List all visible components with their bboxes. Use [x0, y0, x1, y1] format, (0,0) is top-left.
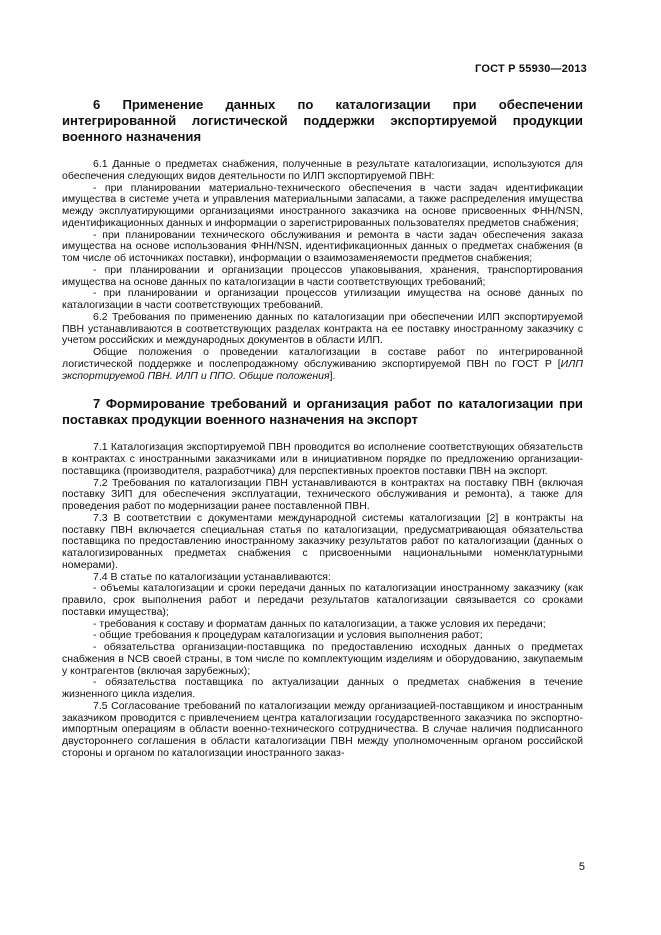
reference-close: ]. — [329, 369, 336, 382]
paragraph-7-3: 7.3 В соответствии с документами международной системы каталогизации [2] в контракты на поставку ПВН включается специальная статья по каталогизации, предусматривающая обязательства поставщика по предоставлению иностранному заказчику результатов работ по каталогизации (данных о каталогизированных предметах снабжения с присвоенными национальными номенклатурными номерами). — [62, 511, 583, 571]
list-item: - общие требования к процедурам каталогизации и условия выполнения работ; — [93, 629, 483, 642]
paragraph-7-2: 7.2 Требования по каталогизации ПВН устанавливаются в контрактах на поставку ПВН (включая поставку ЗИП для обеспечения эксплуатации, технического обслуживания и ремонта), а также для проведения работ по модернизации ранее поставленной ПВН. — [62, 476, 583, 512]
paragraph-6-1: 6.1 Данные о предметах снабжения, полученные в результате каталогизации, используются для обеспечения следующих видов деятельности по ИЛП экспортируемой ПВН: — [62, 158, 583, 182]
section-6-body — [62, 159, 583, 382]
paragraph-7-5: 7.5 Согласование требований по каталогизации между организацией-поставщиком и иностранным заказчиком проводится с привлечением центра каталогизации государственного заказчика по экспортно-импортным операциям в области военно-технического сотрудничества. В случае наличия подписанного двустороннего соглашения в области каталогизации ПВН между уполномоченным органом российской стороны и органом по каталогизации иностранного заказ- — [62, 699, 583, 759]
section-7-body — [62, 442, 583, 759]
list-item: - при планировании технического обслуживания и ремонта в части задач обеспечения заказа имущества на основе использования ФНН/NSN, идентификационных данных о предметах снабжения (в том числе об источниках поставки), информации о взаимозаменяемости предметов снабжения; — [62, 228, 583, 264]
standard-reference: ИЛП экспортируемой ПВН. ИЛП и ППО. Общие положения — [62, 357, 583, 382]
list-item: - объемы каталогизации и сроки передачи данных по каталогизации иностранному заказчику (как правило, срок выполнения работ и передачи результатов каталогизации связывается со сроками поставки имущества); — [62, 582, 583, 618]
general-provisions-text: Общие положения о проведении каталогизации в составе работ по интегрированной логистической поддержке и послепродажному обслуживанию экспортируемой ПВН по ГОСТ Р [ — [62, 346, 583, 370]
paragraph-general-provisions — [62, 347, 583, 382]
list-item: - требования к составу и форматам данных по каталогизации, а также условия их передачи; — [93, 617, 546, 630]
document-code: ГОСТ Р 55930—2013 — [475, 63, 587, 75]
list-item: - при планировании и организации процессов упаковывания, хранения, транспортирования имущества на основе данных по каталогизации в части соответствующих требований; — [62, 263, 583, 288]
list-item: - обязательства организации-поставщика по предоставлению исходных данных о предметах снабжения в NCB своей страны, в том числе по комплектующим изделиям и оборудованию, закупаемым у контрагентов (включая зарубежных); — [62, 641, 583, 677]
paragraph-6-2: 6.2 Требования по применению данных по каталогизации при обеспечении ИЛП экспортируемой ПВН устанавливаются в соответствующих разделах контракта на ее поставку иностранному заказчику с учетом российских и международных документов в области ИЛП. — [62, 310, 583, 347]
section-7-title: 7 Формирование требований и организация работ по каталогизации при поставках продукции военного назначения на экспорт — [62, 396, 583, 428]
page-number: 5 — [578, 861, 585, 873]
list-item: - при планировании материально-технического обеспечения в части задач идентификации имущества в системе учета и управления материальными запасами, а также распределения имущества между эксплуатирующими организациями иностранного заказчика на основе присвоенных ФНН/NSN, идентификационных данных и информации о зарегистрированных пользователях предметов снабжения; — [62, 181, 583, 229]
page-body — [62, 97, 583, 760]
paragraph-7-4: 7.4 В статье по каталогизации устанавливаются: — [93, 570, 331, 583]
list-item: - обязательства поставщика по актуализации данных о предметах снабжения в течение жизненного цикла изделия. — [62, 676, 583, 700]
section-6-title: 6 Применение данных по каталогизации при обеспечении интегрированной логистической поддержки экспортируемой продукции военного назначения — [62, 97, 583, 144]
paragraph-7-1: 7.1 Каталогизация экспортируемой ПВН проводится во исполнение соответствующих обязательств в контрактах с иностранными заказчиками или в инициативном порядке по предложению организации-поставщика (производителя, разработчика) для перспективных проектов поставки ПВН на экспорт. — [62, 441, 583, 477]
list-item: - при планировании и организации процессов утилизации имущества на основе данных по каталогизации в части соответствующих требований. — [62, 287, 583, 311]
